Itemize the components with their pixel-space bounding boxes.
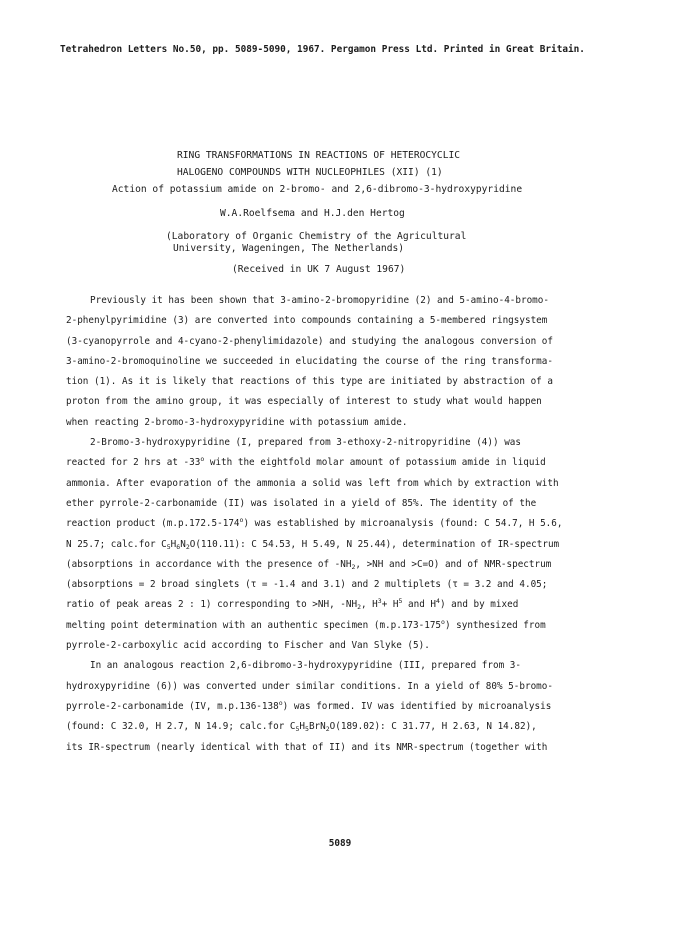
title-line-1: RING TRANSFORMATIONS IN REACTIONS OF HETEROCYCLIC [177,150,461,161]
p2-line-1: 2-Bromo-3-hydroxypyridine (I, prepared from 3-ethoxy-2-nitropyridine (4)) was [90,437,521,449]
p2-line-5: reaction product (m.p.172.5-174$^o$) was established by microanalysis (found: C 54.7, H 5.6, [66,516,563,530]
p2-line-2: reacted for 2 hrs at -33$^o$ with the eightfold molar amount of potassium amide in liquid [66,455,546,469]
p2-line-3: ammonia. After evaporation of the ammonia a solid was left from which by extraction with [66,477,559,489]
p3-line-3: pyrrole-2-carbonamide (IV, m.p.136-138$^o$) was formed. IV was identified by microanalysis [66,698,552,712]
p2-line-10: melting point determination with an authentic specimen (m.p.173-175$^o$) synthesized from [66,617,546,631]
p3-line-5: its IR-spectrum (nearly identical with that of II) and its NMR-spectrum (together with [66,741,548,753]
p1-line-2: 2-phenylpyrimidine (3) are converted into compounds containing a 5-membered ringsystem [66,315,548,327]
p2-line-4: ether pyrrole-2-carbonamide (II) was isolated in a yield of 85%. The identity of the [66,497,537,509]
affiliation-line-1: (Laboratory of Organic Chemistry of the Agricultural [166,231,467,242]
received-date: (Received in UK 7 August 1967) [232,264,406,275]
p1-line-7: when reacting 2-bromo-3-hydroxypyridine with potassium amide. [66,416,408,428]
article-body [66,291,624,758]
page-number: 5089 [328,838,352,849]
p2-line-9: ratio of peak areas 2 : 1) corresponding to >NH, $-NH_2$, $H^3+ H^5$ and $H^4$) and by mixed [66,597,519,612]
title-line-3: Action of potassium amide on 2-bromo- and 2,6-dibromo-3-hydroxypyridine [112,184,523,195]
authors: W.A.Roelfsema and H.J.den Hertog [220,208,405,219]
p2-line-11: pyrrole-2-carboxylic acid according to Fischer and Van Slyke (5). [66,640,430,652]
title-line-2: HALOGENO COMPOUNDS WITH NUCLEOPHILES (XII) (1) [177,167,443,178]
p1-line-6: proton from the amino group, it was especially of interest to study what would happen [66,396,542,408]
p1-line-4: 3-amino-2-bromoquinoline we succeeded in elucidating the course of the ring transforma- [66,355,553,367]
journal-citation-header: Tetrahedron Letters No.50, pp. 5089-5090, 1967. Pergamon Press Ltd. Printed in Great Britain. [60,44,585,55]
p3-line-2: hydroxypyridine (6)) was converted under similar conditions. In a yield of 80% 5-bromo- [66,680,553,692]
p3-line-4: (found: C 32.0, H 2.7, N 14.9; calc.for $C_5H_5BrN_2O(189.02)$: C 31.77, H 2.63, N 14.82), [66,721,537,734]
p2-line-7: (absorptions in accordance with the presence of $-NH_2$, >NH and >C=O) and of NMR-spectrum [66,558,552,571]
p3-line-1: In an analogous reaction 2,6-dibromo-3-hydroxypyridine (III, prepared from 3- [90,660,521,672]
p2-line-6: N 25.7; calc.for $C_5H_6N_2O(110.11)$: C 54.53, H 5.49, N 25.44), determination of IR-spectrum [66,538,560,551]
p1-line-1: Previously it has been shown that 3-amino-2-bromopyridine (2) and 5-amino-4-bromo- [90,295,549,306]
affiliation-line-2: University, Wageningen, The Netherlands) [173,243,405,254]
p1-line-3: (3-cyanopyrrole and 4-cyano-2-phenylimidazole) and studying the analogous conversion of [66,335,553,347]
p1-line-5: tion (1). As it is likely that reactions of this type are initiated by abstraction of a [66,376,553,388]
p2-line-8: (absorptions = 2 broad singlets (τ = -1.4 and 3.1) and 2 multiplets (τ = 3.2 and 4.05; [66,579,548,591]
